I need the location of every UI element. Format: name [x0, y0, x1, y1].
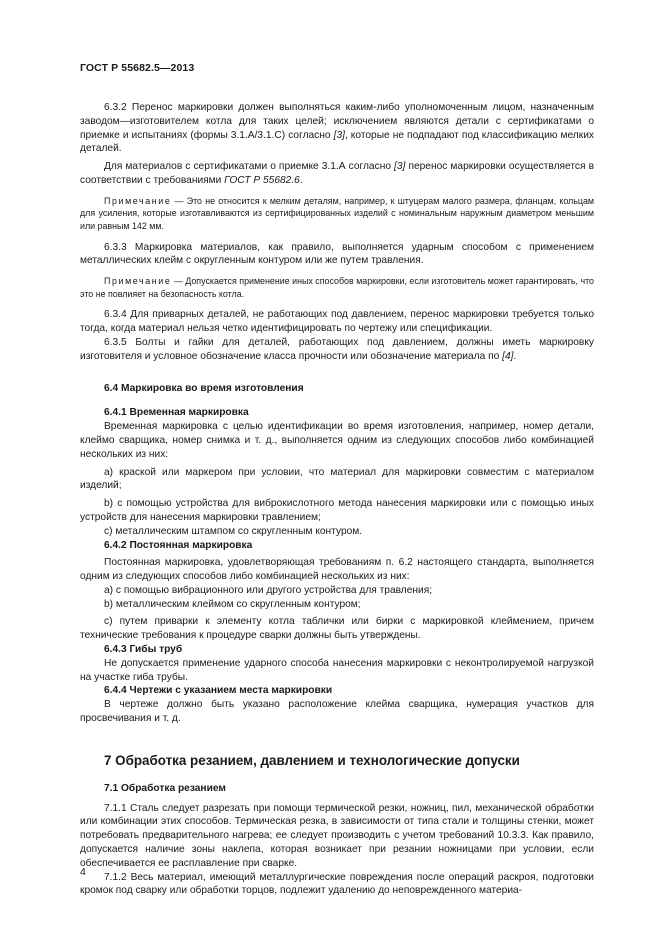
note-2: Примечание — Допускается применение иных способов маркировки, если изготовитель может гарантировать, что это не повлияет на безопасность котла. — [80, 276, 594, 299]
list-item-6-4-1-b: b) с помощью устройства для виброкислотного метода нанесения маркировки или с помощью иных устройств для нанесения маркировки травлением; — [80, 498, 594, 523]
paragraph-7-1-2: 7.1.2 Весь материал, имеющий металлургические повреждения после операций раскроя, подготовки кромок под сварку или обработки торцов, подлежит удалению до неповрежденного материа- — [80, 871, 594, 897]
paragraph-6-3-3: 6.3.3 Маркировка материалов, как правило, выполняется ударным способом с применением металлических клейм с округленным контуром или же путем травления. — [80, 241, 594, 267]
reference: [3] — [333, 129, 345, 141]
paragraph-7-1-1: 7.1.1 Сталь следует разрезать при помощи термической резки, ножниц, пил, механической обработки или комбинации этих способов. Термическая резка, в зависимости от типа стали и толщины стенки, может потребовать предварительного нагрева; ее следует производить с учетом требований 10.3.3. Как правило, допускается наличие зоны наклепа, которая возникает при резании ножницами при условии, если обеспечивается ее расплавление при сварке. — [80, 802, 594, 869]
reference: [3] — [394, 161, 406, 173]
paragraph-6-3-5: 6.3.5 Болты и гайки для деталей, работающих под давлением, должны иметь маркировку изготовителя и условное обозначение класса прочности или обозначение материала по [4]. — [80, 336, 594, 362]
page-number: 4 — [80, 866, 86, 878]
list-item-6-4-1-c: с) металлическим штампом со скругленным контуром. — [104, 525, 363, 537]
reference: ГОСТ Р 55682.6 — [224, 174, 300, 186]
subsection-heading-6-4-4: 6.4.4 Чертежи с указанием места маркировки — [104, 685, 333, 697]
paragraph-6-3-2-continued: Для материалов с сертификатами о приемке 3.1.А согласно [3] перенос маркировки осуществляется в соответствии с требованиями ГОСТ Р 55682.6. — [80, 161, 594, 186]
note-1: Примечание — Это не относится к мелким деталям, например, к штуцерам малого размера, фланцам, кольцам для усиления, которые изготавливаются из сертифицированных изделий с номинальным наружным диаметром меньшим или равным 142 мм. — [80, 195, 594, 231]
paragraph-6-3-4: 6.3.4 Для приварных деталей, не работающих под давлением, перенос маркировки требуется только тогда, когда материал нельзя четко идентифицировать по чертежу или спецификации. — [80, 309, 594, 335]
list-item-6-4-2-a: а) с помощью вибрационного или другого устройства для травления; — [104, 584, 433, 596]
paragraph-6-4-1: Временная маркировка с целью идентификации во время изготовления, например, номер детали, клеймо сварщика, номер снимка и т. д., выполняется одним из следующих способов либо комбинацией нескольких из них: — [80, 421, 594, 460]
list-item-6-4-1-a: а) краской или маркером при условии, что материал для маркировки совместим с материалом изделий; — [80, 466, 594, 492]
section-heading-6-4: 6.4 Маркировка во время изготовления — [104, 382, 304, 394]
paragraph-6-4-2: Постоянная маркировка, удовлетворяющая требованиям п. 6.2 настоящего стандарта, выполняется одним из следующих способов либо комбинацией нескольких из них: — [80, 557, 594, 583]
note-label: Примечание — [104, 195, 172, 206]
note-label: Примечание — [104, 276, 172, 287]
paragraph-6-4-4: В чертеже должно быть указано расположение клейма сварщика, нумерация участков для просвечивания и т. д. — [80, 699, 594, 725]
chapter-heading-7: 7 Обработка резанием, давлением и технологические допуски — [104, 752, 520, 768]
section-heading-7-1: 7.1 Обработка резанием — [104, 782, 226, 794]
reference: [4] — [502, 350, 514, 362]
document-body — [80, 101, 594, 898]
subsection-heading-6-4-2: 6.4.2 Постоянная маркировка — [104, 539, 253, 551]
list-item-6-4-2-b: b) металлическим клеймом со скругленным контуром; — [104, 598, 361, 610]
subsection-heading-6-4-3: 6.4.3 Гибы труб — [104, 644, 183, 656]
list-item-6-4-2-c: с) путем приварки к элементу котла таблички или бирки с маркировкой клеймением, причем технические требования к процедуре сварки должны быть утверждены. — [80, 616, 594, 642]
subsection-heading-6-4-1: 6.4.1 Временная маркировка — [104, 407, 249, 419]
paragraph-6-3-2: 6.3.2 Перенос маркировки должен выполняться каким-либо уполномоченным лицом, назначенным заводом—изготовителем котла для таких целей; исключением являются детали с сертификатами о приемке и испытаниях (формы 3.1.А/3.1.С) согласно [3], которые не подпадают под классификацию мелких деталей. — [80, 102, 594, 155]
paragraph-6-4-3: Не допускается применение ударного способа нанесения маркировки с неконтролируемой нагрузкой на участке гиба трубы. — [80, 657, 594, 683]
document-header: ГОСТ Р 55682.5—2013 — [80, 62, 195, 74]
